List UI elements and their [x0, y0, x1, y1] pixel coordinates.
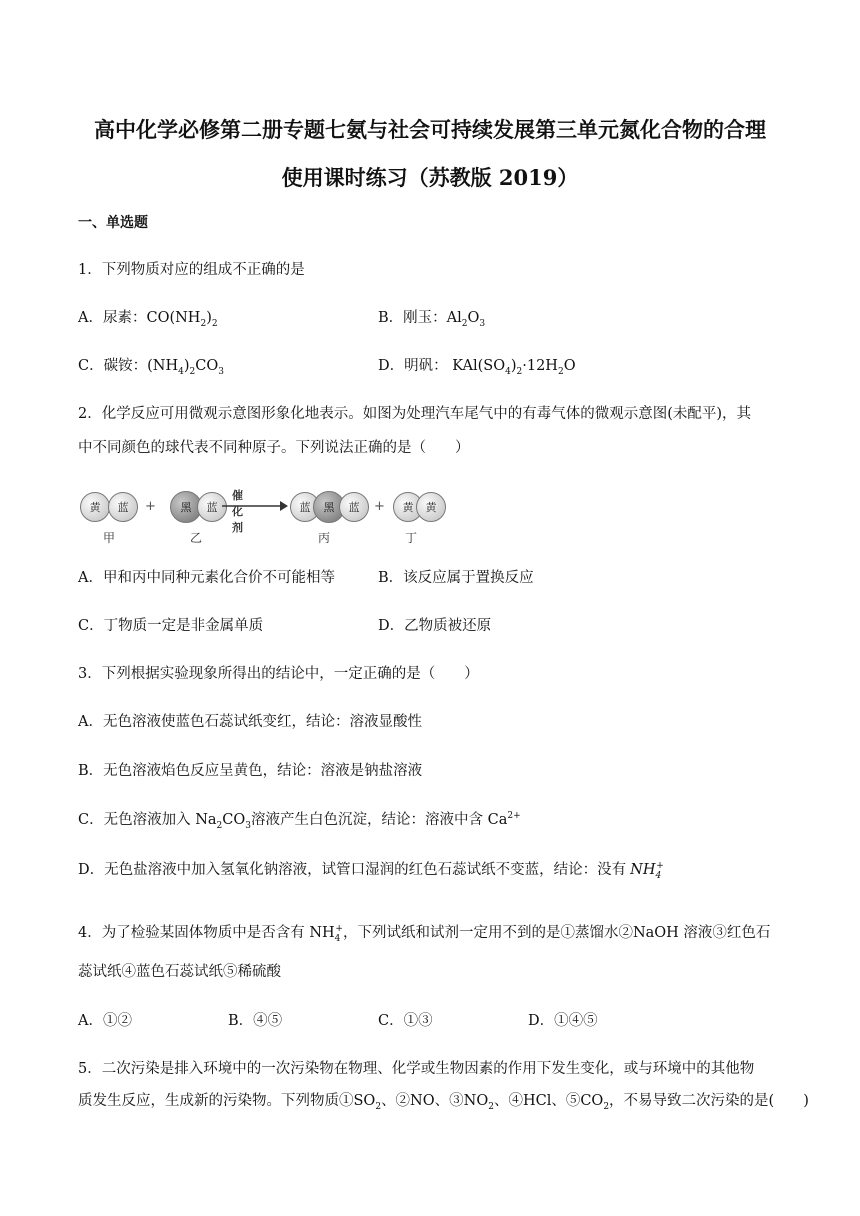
- question-2-stem-line-1: 2．化学反应可用微观示意图形象化地表示。如图为处理汽车尾气中的有毒气体的微观示意图(未配平)，其: [78, 406, 752, 422]
- catalyst-label: 催化剂: [232, 489, 243, 534]
- question-4-stem-line-1: 4．为了检验某固体物质中是否含有 $NH_4^+$，下列试纸和试剂一定用不到的是①蒸馏水②NaOH 溶液③红色石: [78, 924, 771, 944]
- q4-option-b: B．④⑤: [228, 1013, 283, 1029]
- ball-yellow: 黄: [416, 492, 446, 522]
- q3-option-c: C．无色溶液加入 $Na_2CO_3$溶液产生白色沉淀，结论：溶液中含 $Ca^{2+}$: [78, 811, 521, 831]
- q2-option-d: D．乙物质被还原: [378, 618, 492, 634]
- label-yi: 乙: [190, 531, 203, 545]
- q1-option-b: B．刚玉：$Al_2O_3$: [378, 310, 486, 329]
- question-4-stem-line-2: 蕊试纸④蓝色石蕊试纸⑤稀硫酸: [78, 964, 281, 980]
- q4-option-a: A．①②: [78, 1013, 132, 1029]
- ball-blue: 蓝: [197, 492, 227, 522]
- question-5-stem-line-1: 5．二次污染是排入环境中的一次污染物在物理、化学或生物因素的作用下发生变化，或与环境中的其他物: [78, 1061, 755, 1077]
- q3-option-b: B．无色溶液焰色反应呈黄色，结论：溶液是钠盐溶液: [78, 763, 423, 779]
- label-jia: 甲: [103, 531, 116, 545]
- ball-blue: 蓝: [290, 492, 320, 522]
- ball-blue: 蓝: [108, 492, 138, 522]
- reaction-arrow: [222, 500, 288, 512]
- q2-option-b: B．该反应属于置换反应: [378, 570, 534, 586]
- question-3-stem: 3．下列根据实验现象所得出的结论中，一定正确的是（ ）: [78, 666, 479, 682]
- label-ding: 丁: [405, 531, 418, 545]
- q1-option-a: A．尿素：$CO(NH_2)_2$: [78, 310, 218, 329]
- q2-option-c: C．丁物质一定是非金属单质: [78, 618, 264, 634]
- ball-blue: 蓝: [339, 492, 369, 522]
- q3-option-d: D．无色盐溶液中加入氢氧化钠溶液，试管口湿润的红色石蕊试纸不变蓝，结论：没有 $NH_4^+$: [78, 861, 664, 881]
- ball-black: 黑: [313, 491, 345, 523]
- plus-sign: +: [374, 499, 385, 514]
- question-5-stem-line-2: 质发生反应，生成新的污染物。下列物质$①SO_2$、②NO、$③NO_2$、④HCl、$⑤CO_2$，不易导致二次污染的是( ): [78, 1093, 809, 1112]
- section-heading: 一、单选题: [78, 215, 148, 231]
- q3-option-a: A．无色溶液使蓝色石蕊试纸变红，结论：溶液显酸性: [78, 714, 422, 730]
- q4-option-c: C．①③: [378, 1013, 433, 1029]
- label-bing: 丙: [318, 531, 331, 545]
- q1-option-c: C．碳铵：$(NH_4)_2CO_3$: [78, 358, 224, 377]
- title-line-2: 使用课时练习（苏教版 2019）: [281, 165, 579, 190]
- q1-option-d: D．明矾： $KAl(SO_4)_2\cdot 12H_2O$: [378, 358, 576, 377]
- ball-yellow: 黄: [393, 492, 423, 522]
- document-title: [60, 106, 800, 202]
- question-1-stem: 1．下列物质对应的组成不正确的是: [78, 262, 305, 278]
- ball-yellow: 黄: [80, 492, 110, 522]
- question-2-stem-line-2: 中不同颜色的球代表不同种原子。下列说法正确的是（ ）: [78, 440, 470, 456]
- plus-sign: +: [145, 499, 156, 514]
- ball-black: 黑: [170, 491, 202, 523]
- title-line-1: 高中化学必修第二册专题七氨与社会可持续发展第三单元氮化合物的合理: [94, 117, 766, 142]
- q2-option-a: A．甲和丙中同种元素化合价不可能相等: [78, 570, 335, 586]
- q4-option-d: D．①④⑤: [528, 1013, 598, 1029]
